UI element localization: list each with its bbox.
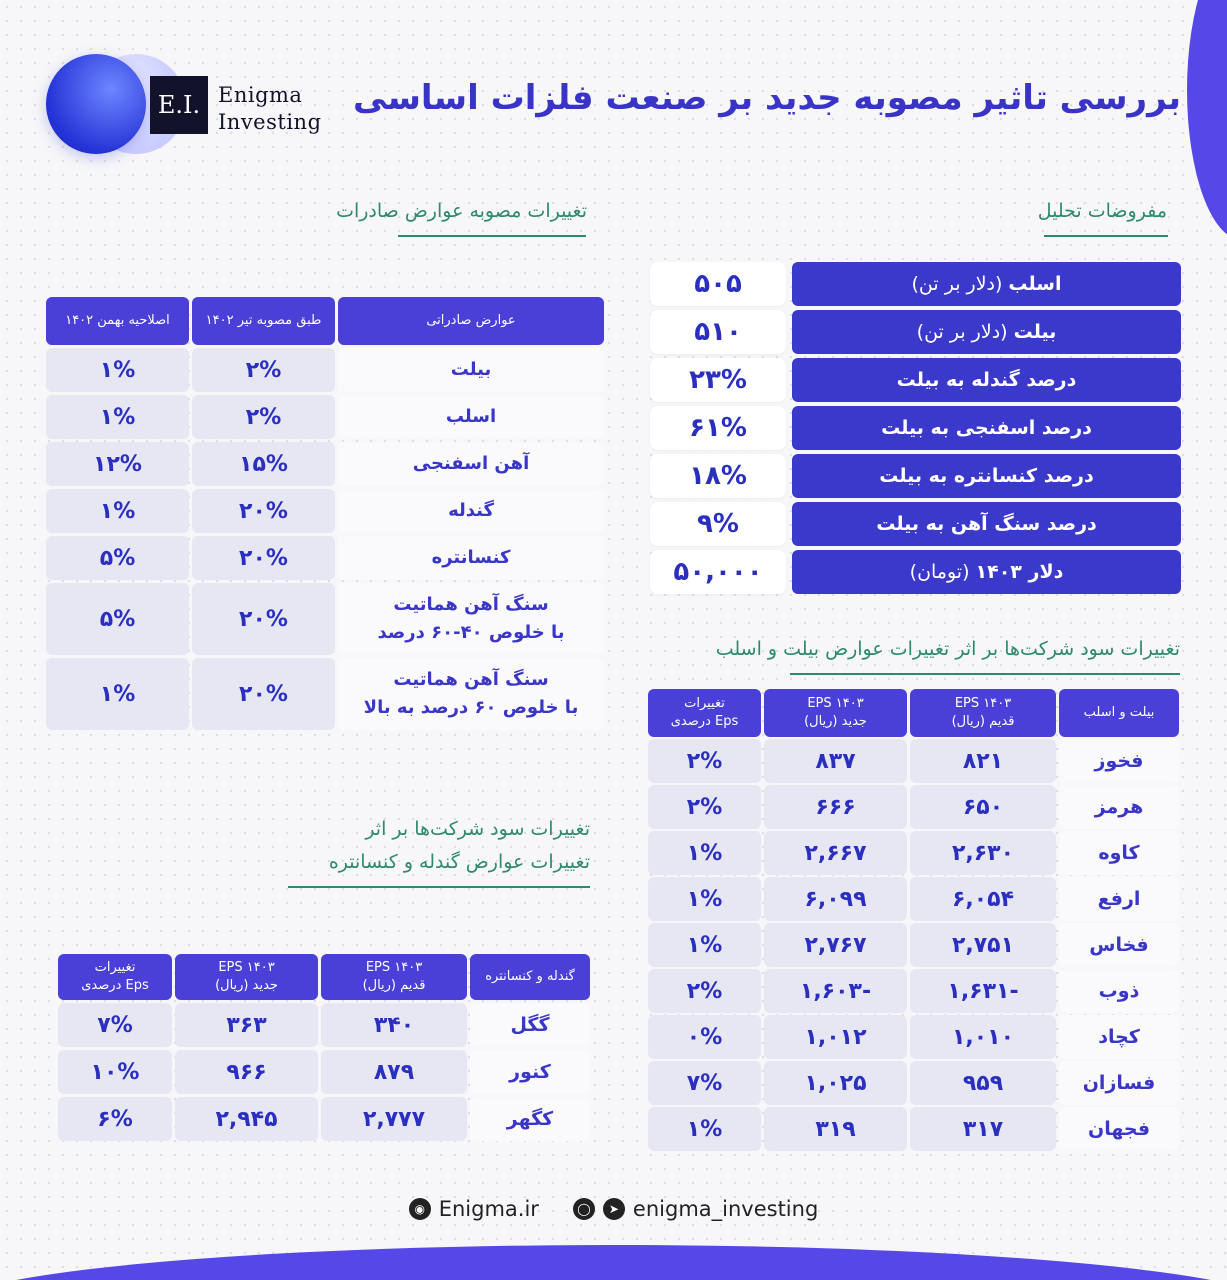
assumption-value: ۲۳% bbox=[650, 358, 786, 402]
table-row bbox=[648, 1107, 1179, 1151]
header-company: بیلت و اسلب bbox=[1059, 689, 1179, 737]
table-row bbox=[46, 489, 604, 533]
new-eps-value: ۲,۹۴۵ bbox=[175, 1097, 318, 1141]
item-name: سنگ آهن هماتیت با خلوص ۴۰-۶۰ درصد bbox=[338, 583, 604, 655]
table-row bbox=[58, 1050, 590, 1094]
bahman-value: ۵% bbox=[46, 536, 189, 580]
brand-logo bbox=[46, 54, 346, 164]
assumption-label-box bbox=[792, 310, 1181, 354]
new-eps-value: ۲,۶۶۷ bbox=[764, 831, 907, 875]
tir-value: ۲۰% bbox=[192, 489, 335, 533]
new-eps-value: ۱,۰۱۲ bbox=[764, 1015, 907, 1059]
ingot-eps-underline bbox=[288, 886, 590, 888]
old-eps-value: ۸۲۱ bbox=[910, 739, 1056, 783]
tir-value: ۲۰% bbox=[192, 536, 335, 580]
old-eps-value: ۲,۶۳۰ bbox=[910, 831, 1056, 875]
company-name: کگهر bbox=[470, 1097, 590, 1141]
company-name: فخاس bbox=[1059, 923, 1179, 967]
old-eps-value: ۶۵۰ bbox=[910, 785, 1056, 829]
new-eps-value: ۲,۷۶۷ bbox=[764, 923, 907, 967]
tir-value: ۲% bbox=[192, 348, 335, 392]
change-value: ۱% bbox=[648, 831, 761, 875]
tir-value: ۱۵% bbox=[192, 442, 335, 486]
table-row bbox=[46, 658, 604, 730]
header-new-eps: EPS ۱۴۰۳ جدید (ریال) bbox=[764, 689, 907, 737]
company-name: کاوه bbox=[1059, 831, 1179, 875]
assumption-label-box bbox=[792, 454, 1181, 498]
export-duties-underline bbox=[398, 235, 586, 237]
new-eps-value: ۶۶۶ bbox=[764, 785, 907, 829]
assumptions-title: مفروضات تحلیل bbox=[1037, 200, 1167, 222]
assumption-label-box bbox=[792, 550, 1181, 594]
table-row bbox=[46, 583, 604, 655]
item-name: سنگ آهن هماتیت با خلوص ۶۰ درصد به بالا bbox=[338, 658, 604, 730]
eps-header-row bbox=[648, 689, 1179, 737]
bahman-value: ۱۲% bbox=[46, 442, 189, 486]
assumption-label-box bbox=[792, 262, 1181, 306]
logo-name-line2: Investing bbox=[218, 110, 322, 134]
header-tir: طبق مصوبه تیر ۱۴۰۲ bbox=[192, 297, 335, 345]
logo-wordmark bbox=[218, 82, 322, 136]
assumption-unit: (تومان) bbox=[909, 561, 970, 583]
billet-eps-underline bbox=[790, 673, 1180, 675]
export-duties-table bbox=[46, 297, 604, 733]
company-name: فجهان bbox=[1059, 1107, 1179, 1151]
assumption-unit: (دلار بر تن) bbox=[916, 321, 1008, 343]
footer bbox=[0, 1197, 1227, 1221]
assumption-label: درصد کنسانتره به بیلت bbox=[879, 465, 1094, 487]
new-eps-value: ۱,۰۲۵ bbox=[764, 1061, 907, 1105]
bottom-wave-decoration bbox=[0, 1245, 1227, 1280]
header-old-eps: EPS ۱۴۰۳ قدیم (ریال) bbox=[910, 689, 1056, 737]
change-value: ۲% bbox=[648, 785, 761, 829]
change-value: ۱% bbox=[648, 923, 761, 967]
change-value: ۱% bbox=[648, 877, 761, 921]
ingot-eps-title-line1: تغییرات سود شرکت‌ها بر اثر bbox=[365, 818, 590, 840]
table-row bbox=[648, 739, 1179, 783]
change-value: ۱% bbox=[648, 1107, 761, 1151]
header-company: گندله و کنسانتره bbox=[470, 954, 590, 1000]
change-value: ۲% bbox=[648, 739, 761, 783]
assumption-value: ۹% bbox=[650, 502, 786, 546]
company-name: گگل bbox=[470, 1003, 590, 1047]
new-eps-value: ۹۶۶ bbox=[175, 1050, 318, 1094]
new-eps-value: ۶,۰۹۹ bbox=[764, 877, 907, 921]
change-value: ۰% bbox=[648, 1015, 761, 1059]
item-name: کنسانتره bbox=[338, 536, 604, 580]
tir-value: ۲۰% bbox=[192, 658, 335, 730]
company-name: ارفع bbox=[1059, 877, 1179, 921]
table-row bbox=[648, 1015, 1179, 1059]
export-header-row bbox=[46, 297, 604, 345]
change-value: ۷% bbox=[648, 1061, 761, 1105]
assumption-label-box bbox=[792, 406, 1181, 450]
company-name: کنور bbox=[470, 1050, 590, 1094]
logo-name-line1: Enigma bbox=[218, 83, 303, 107]
company-name: هرمز bbox=[1059, 785, 1179, 829]
company-name: فخوز bbox=[1059, 739, 1179, 783]
assumption-row bbox=[650, 310, 1181, 358]
item-name: اسلب bbox=[338, 395, 604, 439]
new-eps-value: ۳۶۳ bbox=[175, 1003, 318, 1047]
globe-icon: ◉ bbox=[409, 1198, 431, 1220]
assumption-row bbox=[650, 358, 1181, 406]
assumption-row bbox=[650, 454, 1181, 502]
assumption-value: ۵۰,۰۰۰ bbox=[650, 550, 786, 594]
table-row bbox=[58, 1003, 590, 1047]
item-name: بیلت bbox=[338, 348, 604, 392]
change-value: ۶% bbox=[58, 1097, 172, 1141]
new-eps-value: -۱,۶۰۳ bbox=[764, 969, 907, 1013]
header-old-eps: EPS ۱۴۰۳ قدیم (ریال) bbox=[321, 954, 467, 1000]
table-row bbox=[648, 831, 1179, 875]
bahman-value: ۵% bbox=[46, 583, 189, 655]
header-change: تغییرات Eps درصدی bbox=[58, 954, 172, 1000]
assumptions-underline bbox=[1044, 235, 1168, 237]
assumption-label: بیلت bbox=[1013, 321, 1057, 343]
bahman-value: ۱% bbox=[46, 489, 189, 533]
assumption-row bbox=[650, 502, 1181, 550]
table-row bbox=[46, 442, 604, 486]
logo-circle bbox=[46, 54, 146, 154]
item-name: آهن اسفنجی bbox=[338, 442, 604, 486]
change-value: ۷% bbox=[58, 1003, 172, 1047]
page-title: بررسی تاثیر مصوبه جدید بر صنعت فلزات اساسی bbox=[353, 78, 1181, 118]
assumption-value: ۵۰۵ bbox=[650, 262, 786, 306]
assumption-value: ۵۱۰ bbox=[650, 310, 786, 354]
table-row bbox=[46, 348, 604, 392]
old-eps-value: ۳۱۷ bbox=[910, 1107, 1056, 1151]
header-change: تغییرات Eps درصدی bbox=[648, 689, 761, 737]
eps-header-row bbox=[58, 954, 590, 1000]
change-value: ۱۰% bbox=[58, 1050, 172, 1094]
instagram-icon: ◯ bbox=[573, 1198, 595, 1220]
logo-mark: E.I. bbox=[150, 76, 208, 134]
old-eps-value: ۲,۷۷۷ bbox=[321, 1097, 467, 1141]
item-name: گندله bbox=[338, 489, 604, 533]
assumption-label: درصد سنگ آهن به بیلت bbox=[876, 513, 1097, 535]
company-name: ذوب bbox=[1059, 969, 1179, 1013]
assumption-label: درصد گندله به بیلت bbox=[896, 369, 1077, 391]
old-eps-value: ۹۵۹ bbox=[910, 1061, 1056, 1105]
header-new-eps: EPS ۱۴۰۳ جدید (ریال) bbox=[175, 954, 318, 1000]
old-eps-value: ۳۴۰ bbox=[321, 1003, 467, 1047]
footer-social[interactable] bbox=[573, 1197, 818, 1221]
assumption-row bbox=[650, 406, 1181, 454]
header-bahman: اصلاحیه بهمن ۱۴۰۲ bbox=[46, 297, 189, 345]
assumption-row bbox=[650, 550, 1181, 598]
footer-website[interactable] bbox=[409, 1197, 539, 1221]
telegram-icon: ➤ bbox=[603, 1198, 625, 1220]
company-name: کچاد bbox=[1059, 1015, 1179, 1059]
assumption-unit: (دلار بر تن) bbox=[911, 273, 1003, 295]
billet-eps-table bbox=[648, 689, 1179, 1153]
change-value: ۲% bbox=[648, 969, 761, 1013]
table-row bbox=[648, 969, 1179, 1013]
old-eps-value: -۱,۶۳۱ bbox=[910, 969, 1056, 1013]
old-eps-value: ۱,۰۱۰ bbox=[910, 1015, 1056, 1059]
assumption-label: اسلب bbox=[1008, 273, 1062, 295]
ingot-eps-title-line2: تغییرات عوارض گندله و کنسانتره bbox=[328, 851, 590, 873]
old-eps-value: ۸۷۹ bbox=[321, 1050, 467, 1094]
assumption-label: درصد اسفنجی به بیلت bbox=[881, 417, 1092, 439]
header-item: عوارض صادراتی bbox=[338, 297, 604, 345]
assumption-value: ۱۸% bbox=[650, 454, 786, 498]
bahman-value: ۱% bbox=[46, 348, 189, 392]
assumption-label: دلار ۱۴۰۳ bbox=[975, 561, 1064, 583]
social-handle[interactable]: enigma_investing bbox=[632, 1197, 819, 1221]
company-name: فسازان bbox=[1059, 1061, 1179, 1105]
table-row bbox=[648, 923, 1179, 967]
billet-eps-title: تغییرات سود شرکت‌ها بر اثر تغییرات عوارض بیلت و اسلب bbox=[715, 638, 1180, 660]
bahman-value: ۱% bbox=[46, 395, 189, 439]
bahman-value: ۱% bbox=[46, 658, 189, 730]
assumption-label-box bbox=[792, 358, 1181, 402]
old-eps-value: ۶,۰۵۴ bbox=[910, 877, 1056, 921]
assumption-label-box bbox=[792, 502, 1181, 546]
website-link[interactable]: Enigma.ir bbox=[438, 1197, 539, 1221]
assumption-row bbox=[650, 262, 1181, 310]
corner-decoration bbox=[1187, 0, 1227, 240]
assumptions-table bbox=[650, 262, 1181, 598]
new-eps-value: ۳۱۹ bbox=[764, 1107, 907, 1151]
new-eps-value: ۸۳۷ bbox=[764, 739, 907, 783]
ingot-eps-table bbox=[58, 954, 590, 1144]
tir-value: ۲% bbox=[192, 395, 335, 439]
table-row bbox=[648, 877, 1179, 921]
assumption-value: ۶۱% bbox=[650, 406, 786, 450]
export-duties-title: تغییرات مصوبه عوارض صادرات bbox=[336, 200, 587, 222]
table-row bbox=[648, 785, 1179, 829]
table-row bbox=[46, 536, 604, 580]
table-row bbox=[58, 1097, 590, 1141]
table-row bbox=[648, 1061, 1179, 1105]
old-eps-value: ۲,۷۵۱ bbox=[910, 923, 1056, 967]
tir-value: ۲۰% bbox=[192, 583, 335, 655]
table-row bbox=[46, 395, 604, 439]
